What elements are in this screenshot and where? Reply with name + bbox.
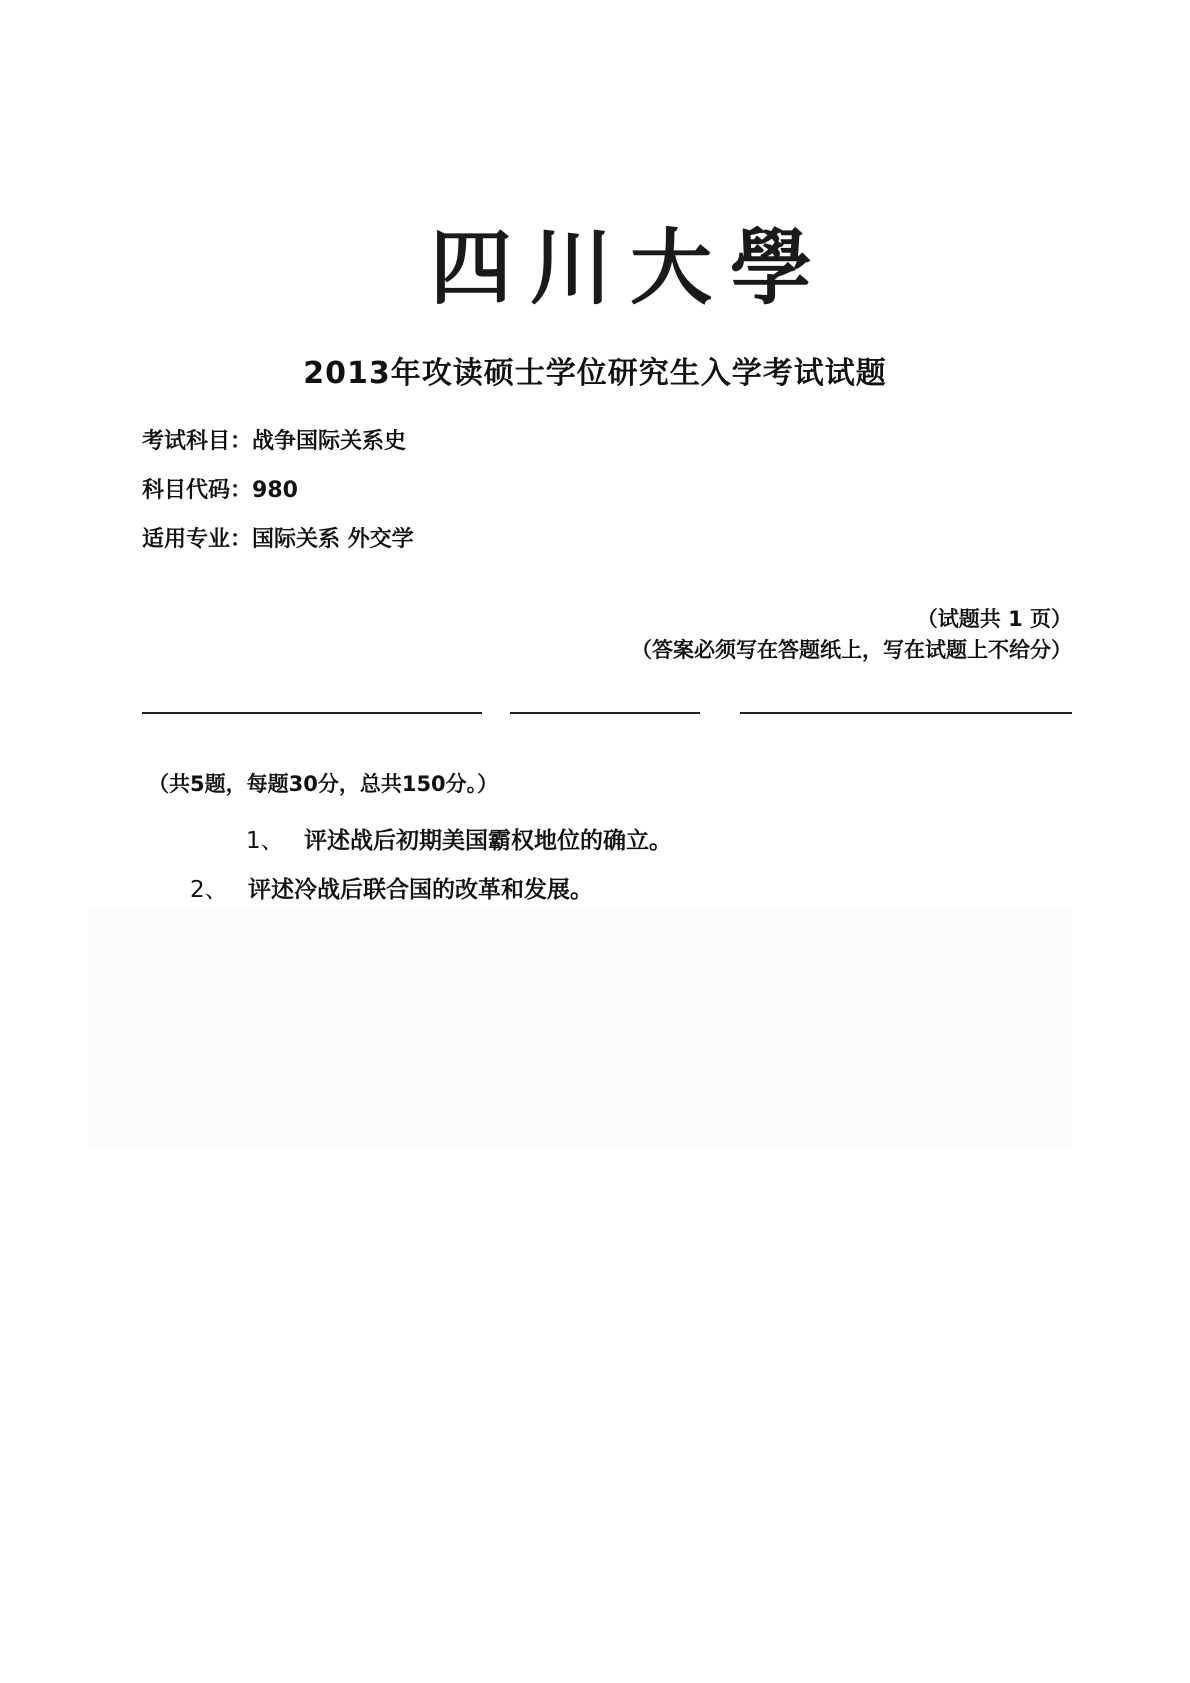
question-item [246,822,672,855]
scan-background-tint [88,910,1072,1150]
major-label: 适用专业： [142,527,253,552]
question-item [190,871,593,904]
code-row [142,473,298,504]
major-value: 国际关系 外交学 [252,527,414,552]
subject-row [142,424,406,455]
code-label: 科目代码： [142,478,253,503]
section-divider [142,712,1072,714]
question-number: 2、 [190,877,228,903]
code-value: 980 [252,478,298,503]
subject-label: 考试科目： [142,429,253,454]
question-text: 评述战后初期美国霸权地位的确立。 [304,828,672,854]
subject-value: 战争国际关系史 [252,429,407,454]
answer-instruction-note: （答案必须写在答题纸上，写在试题上不给分） [631,638,1072,662]
question-text: 评述冷战后联合国的改革和发展。 [248,877,593,903]
major-row [142,522,414,553]
exam-title: 2013年攻读硕士学位研究生入学考试试题 [303,356,887,391]
score-note: （共5题，每题30分，总共150分。） [148,772,499,796]
divider-gap [700,708,740,716]
question-number: 1、 [246,828,284,854]
page-count-note: （试题共 1 页） [916,607,1072,631]
divider-gap [482,708,510,716]
university-logo: 四川大學 [430,220,831,316]
